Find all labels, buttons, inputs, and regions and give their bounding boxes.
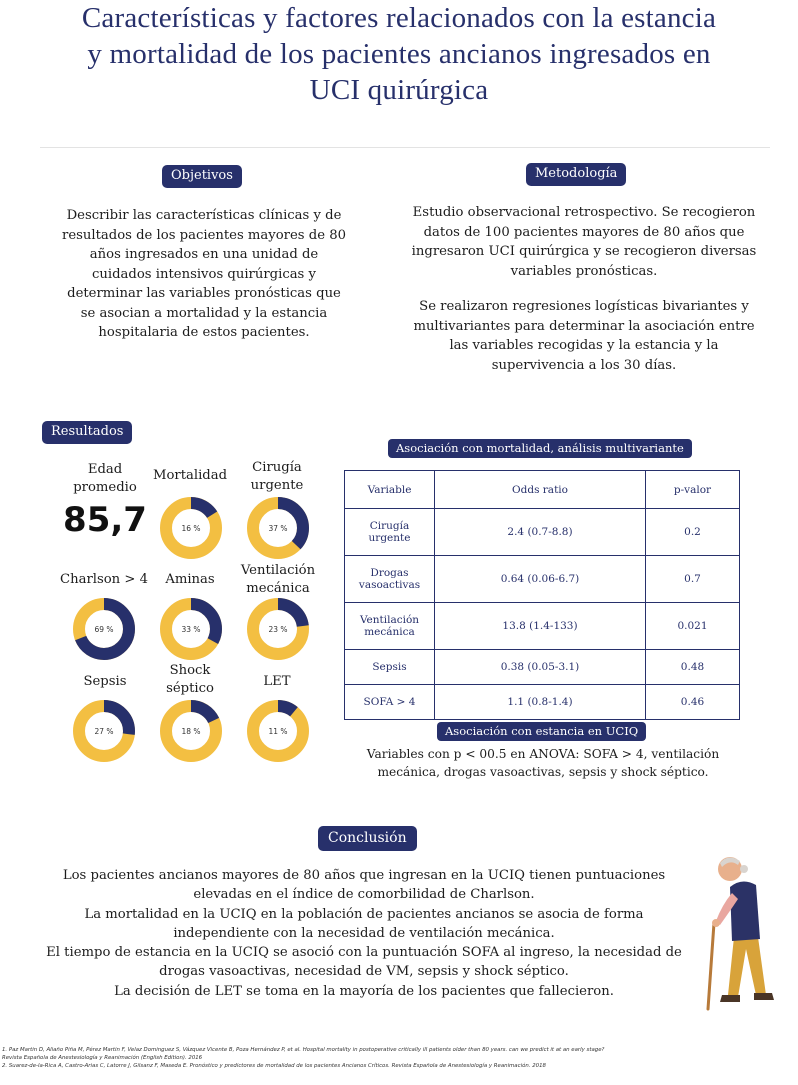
col-header-pvalor: p-valor — [646, 471, 740, 509]
donut-chart — [72, 699, 136, 763]
donut-chart — [246, 496, 310, 560]
donut-chart — [246, 597, 310, 661]
table-row — [345, 509, 740, 556]
cell-pvalor: 0.48 — [646, 650, 740, 685]
metodologia-text-2: Se realizaron regresiones logísticas bivariantes y multivariantes para determinar la asociación entre las variables recogidas y la estancia y la supervivencia a los 30 días. — [413, 299, 755, 373]
title-line-3: UCI quirúrgica — [309, 74, 489, 106]
col-header-odds: Odds ratio — [435, 471, 646, 509]
estancia-text: Variables con p < 00.5 en ANOVA: SOFA > 4, ventilación mecánica, drogas vasoactivas, sepsis y shock séptico. — [366, 747, 720, 779]
table-row — [345, 603, 740, 650]
mortalidad-table — [344, 470, 740, 720]
objetivos-accent-right — [370, 165, 378, 375]
donut-charlson — [72, 597, 136, 661]
resultados-accent-right — [766, 440, 774, 820]
donut-percent-label: 16 % — [181, 524, 201, 533]
donut-label-shock: Shock séptico — [166, 663, 214, 696]
conclusion-accent-bottom — [34, 1025, 774, 1033]
edad-label-line-2: promedio — [73, 480, 137, 495]
conclusion-line-3: El tiempo de estancia en la UCIQ se asoció con la puntuación SOFA al ingreso, la necesidad de drogas vasoactivas, necesidad de VM, sepsis y shock séptico. — [46, 945, 682, 980]
conclusion-line-1: Los pacientes ancianos mayores de 80 años que ingresan en la UCIQ tienen puntuaciones elevadas en el índice de comorbilidad de Charlson. — [62, 868, 666, 903]
donut-aminas — [159, 597, 223, 661]
metodologia-accent-bottom — [410, 393, 774, 401]
objetivos-accent-bottom — [42, 367, 378, 375]
donut-chart — [159, 699, 223, 763]
col-header-variable: Variable — [345, 471, 435, 509]
title-divider — [40, 147, 770, 148]
donut-label-aminas: Aminas — [165, 572, 215, 587]
mortalidad-table-heading: Asociación con mortalidad, análisis multivariante — [388, 439, 692, 458]
cell-odds: 2.4 (0.7-8.8) — [435, 509, 646, 556]
conclusion-line-2: La mortalidad en la UCIQ en la población de pacientes ancianos se asocia de forma independiente con la necesidad de ventilación mecánica. — [84, 906, 644, 941]
cell-variable: Ventilación mecánica — [345, 603, 435, 650]
table-row — [345, 650, 740, 685]
cell-odds: 0.64 (0.06-6.7) — [435, 556, 646, 603]
cell-variable: SOFA > 4 — [345, 685, 435, 720]
donut-shock — [159, 699, 223, 763]
donut-percent-label: 69 % — [94, 625, 114, 634]
donut-sepsis — [72, 699, 136, 763]
cell-odds: 1.1 (0.8-1.4) — [435, 685, 646, 720]
donut-label-mortalidad: Mortalidad — [152, 468, 228, 483]
objetivos-text: Describir las características clínicas y de resultados de los pacientes mayores de 80 años ingresados en una unidad de cuidados intensivos quirúrgicas y determinar las variables pronósticas que se asocian a mortalidad y la estancia hospitalaria de estos pacientes. — [62, 208, 346, 340]
resultados-accent-bottom — [38, 812, 774, 820]
donut-label-ventilacion: Ventilación mecánica — [240, 563, 316, 596]
donut-percent-label: 27 % — [94, 727, 114, 736]
donut-percent-label: 23 % — [268, 625, 288, 634]
donut-label-cirugia-urgente: Cirugía urgente — [250, 460, 304, 493]
cell-variable: Cirugía urgente — [345, 509, 435, 556]
donut-percent-label: 33 % — [181, 625, 201, 634]
title-line-1: Características y factores relacionados con la estancia — [81, 2, 717, 34]
references — [2, 1046, 798, 1070]
reference-line: 1. Paz Martin D, Aliaño Piña M, Pérez Martin F, Velaz Dominguez S, Vázquez Vicente B, Poza Hernández P, et al. Hospital mortality in postoperative critically ill patients older than 80 years. can we predict it at an early stage? — [2, 1047, 605, 1053]
donut-chart — [72, 597, 136, 661]
cell-pvalor: 0.46 — [646, 685, 740, 720]
edad-value: 85,7 — [63, 500, 147, 540]
donut-chart — [246, 699, 310, 763]
reference-line: Revista Española de Anestesiología y Reanimación (English Edition). 2016 — [2, 1055, 203, 1061]
metodologia-text-1: Estudio observacional retrospectivo. Se recogieron datos de 100 pacientes mayores de 80 años que ingresaron UCI quirúrgica y se recogieron diversas variables pronósticas. — [411, 205, 757, 279]
title-line-2: y mortalidad de los pacientes ancianos ingresados en — [87, 38, 711, 70]
cell-odds: 0.38 (0.05-3.1) — [435, 650, 646, 685]
cell-variable: Drogas vasoactivas — [345, 556, 435, 603]
donut-label-let: LET — [263, 674, 291, 689]
cell-variable: Sepsis — [345, 650, 435, 685]
metodologia-heading: Metodología — [526, 163, 626, 186]
donut-percent-label: 37 % — [268, 524, 288, 533]
cell-pvalor: 0.7 — [646, 556, 740, 603]
cell-pvalor: 0.2 — [646, 509, 740, 556]
reference-line: 2. Suarez-de-la-Rica A, Castro-Arias C, Latorre J, Gilsanz F, Maseda E. Pronóstico y predictores de mortalidad de los pacientes Ancianos Críticos. Revista Española de Anestesiología y Reanimación. 2018 — [2, 1063, 546, 1069]
donut-percent-label: 11 % — [268, 727, 288, 736]
donut-cirugia-urgente — [246, 496, 310, 560]
donut-label-charlson: Charlson > 4 — [60, 572, 148, 587]
table-row — [345, 685, 740, 720]
cell-pvalor: 0.021 — [646, 603, 740, 650]
conclusion-text — [44, 866, 684, 1001]
objetivos-heading: Objetivos — [162, 165, 242, 188]
cell-odds: 13.8 (1.4-133) — [435, 603, 646, 650]
conclusion-line-4: La decisión de LET se toma en la mayoría de los pacientes que fallecieron. — [114, 983, 614, 999]
conclusion-heading: Conclusión — [318, 826, 417, 851]
donut-mortalidad — [159, 496, 223, 560]
elderly-man-illustration — [700, 845, 790, 1025]
donut-ventilacion — [246, 597, 310, 661]
edad-label-line-1: Edad — [87, 462, 123, 477]
metodologia-accent-right — [766, 165, 774, 401]
donut-label-sepsis: Sepsis — [83, 674, 127, 689]
donut-let — [246, 699, 310, 763]
donut-percent-label: 18 % — [181, 727, 201, 736]
donut-chart — [159, 496, 223, 560]
edad-label — [56, 461, 154, 497]
estancia-heading: Asociación con estancia en UCIQ — [437, 722, 646, 741]
table-row — [345, 556, 740, 603]
table-header-row — [345, 471, 740, 509]
donut-chart — [159, 597, 223, 661]
resultados-heading: Resultados — [42, 421, 132, 444]
poster-title — [0, 0, 798, 108]
